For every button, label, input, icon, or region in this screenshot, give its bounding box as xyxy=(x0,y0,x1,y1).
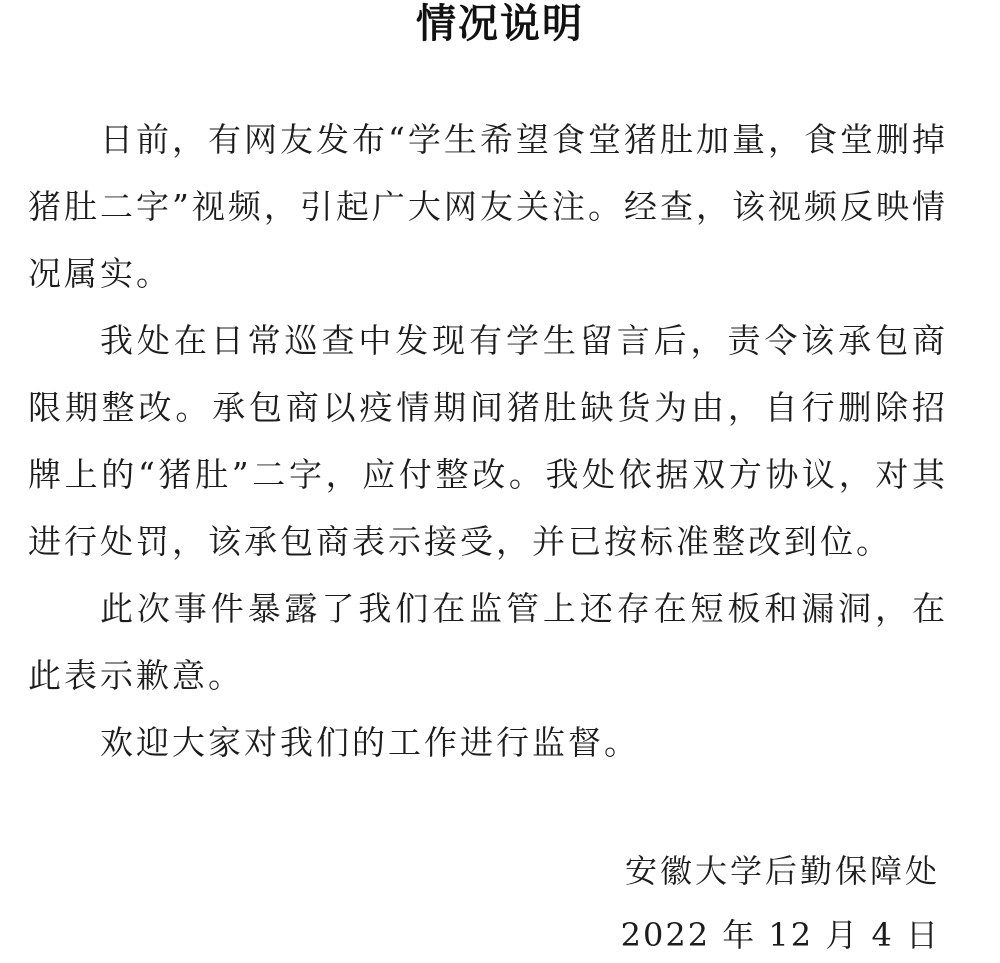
signature-date: 2022 年 12 月 4 日 xyxy=(620,916,940,954)
document-title: 情况说明 xyxy=(416,1,584,47)
paragraph-3: 此次事件暴露了我们在监管上还存在短板和漏洞，在此表示歉意。 xyxy=(28,589,948,695)
paragraph-1: 日前，有网友发布“学生希望食堂猪肚加量，食堂删掉猪肚二字”视频，引起广大网友关注。经查，该视频反映情况属实。 xyxy=(28,120,948,293)
paragraph-2: 我处在日常巡查中发现有学生留言后，责令该承包商限期整改。承包商以疫情期间猪肚缺货为由，自行删除招牌上的“猪肚”二字，应付整改。我处依据双方协议，对其进行处罚，该承包商表示接受，并已按标准整改到位。 xyxy=(28,321,948,561)
document-body xyxy=(28,106,948,776)
paragraph-4: 欢迎大家对我们的工作进行监督。 xyxy=(100,723,640,762)
signature-organization: 安徽大学后勤保障处 xyxy=(624,852,940,890)
